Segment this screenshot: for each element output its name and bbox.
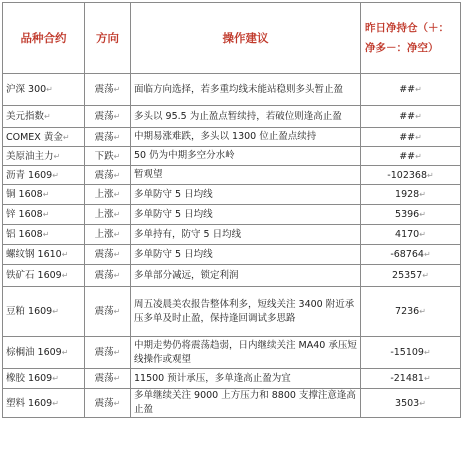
contract-cell-text: 美元指数: [6, 111, 45, 122]
contract-cell: [3, 337, 85, 369]
paragraph-mark-icon: ↵: [415, 112, 422, 121]
advice-cell: [131, 389, 361, 418]
direction-cell-text: 震荡: [94, 347, 114, 358]
paragraph-mark-icon: ↵: [423, 348, 431, 357]
paragraph-mark-icon: ↵: [113, 85, 121, 94]
contract-cell: [3, 74, 85, 106]
paragraph-mark-icon: ↵: [423, 374, 431, 383]
net-position-cell-text: 1928: [395, 189, 420, 200]
paragraph-mark-icon: ↵: [419, 190, 426, 199]
table-row: [3, 106, 461, 128]
direction-cell-text: 上涨: [94, 229, 114, 240]
contract-cell-text: 塑料 1609: [6, 397, 53, 409]
paragraph-mark-icon: ↵: [113, 132, 121, 142]
paragraph-mark-icon: ↵: [113, 271, 121, 280]
paragraph-mark-icon: ↵: [419, 307, 426, 316]
net-position-cell-text: ##: [399, 150, 416, 162]
paragraph-mark-icon: ↵: [419, 398, 426, 408]
paragraph-mark-icon: ↵: [419, 230, 426, 239]
direction-cell: [85, 128, 131, 147]
net-position-cell: [361, 265, 461, 287]
net-position-cell-text: ##: [399, 111, 416, 122]
contract-cell: [3, 185, 85, 205]
direction-cell: [85, 106, 131, 128]
contract-cell-text: 沪深 300: [6, 84, 47, 95]
paragraph-mark-icon: ↵: [42, 210, 50, 219]
contract-cell: [3, 265, 85, 287]
header-advice: 操作建议: [131, 3, 361, 74]
advice-cell: [131, 185, 361, 205]
advice-cell-text: 多单持有，防守 5 日均线: [134, 228, 242, 240]
contract-cell-text: 铁矿石 1609: [6, 270, 62, 281]
advice-cell-text: 11500 预计承压，多单逢高止盈为宜: [134, 372, 291, 384]
net-position-cell-text: ##: [399, 131, 416, 143]
table-row: [3, 185, 461, 205]
direction-cell: [85, 369, 131, 389]
direction-cell: [85, 185, 131, 205]
direction-cell-text: 震荡: [94, 131, 114, 143]
paragraph-mark-icon: ↵: [427, 170, 434, 180]
net-position-cell-text: -21481: [390, 373, 424, 384]
direction-cell: [85, 389, 131, 418]
futures-table: [2, 2, 461, 418]
direction-cell-text: 震荡: [94, 84, 114, 95]
paragraph-mark-icon: ↵: [422, 271, 429, 280]
table-row: [3, 147, 461, 166]
net-position-cell-text: 4170: [395, 229, 420, 240]
paragraph-mark-icon: ↵: [415, 85, 422, 94]
advice-cell-text: 多单部分减远，锁定利润: [134, 269, 239, 281]
net-position-cell-text: ##: [399, 84, 416, 95]
paragraph-mark-icon: ↵: [419, 210, 426, 219]
contract-cell: [3, 225, 85, 245]
advice-cell-text: 多单防守 5 日均线: [134, 208, 213, 220]
paragraph-mark-icon: ↵: [113, 374, 121, 383]
table-row: [3, 225, 461, 245]
table-row: [3, 265, 461, 287]
table-row: [3, 166, 461, 185]
contract-cell-text: 螺纹钢 1610: [6, 249, 62, 260]
paragraph-mark-icon: ↵: [113, 307, 121, 316]
contract-cell-text: 锌 1608: [6, 209, 43, 220]
advice-cell-text: 暂观望: [134, 169, 163, 180]
contract-cell: [3, 166, 85, 185]
paragraph-mark-icon: ↵: [52, 307, 59, 316]
contract-cell: [3, 369, 85, 389]
contract-cell-text: 豆粕 1609: [6, 306, 53, 317]
net-position-cell: [361, 106, 461, 128]
contract-cell: [3, 205, 85, 225]
paragraph-mark-icon: ↵: [42, 230, 50, 239]
paragraph-mark-icon: ↵: [113, 210, 121, 219]
header-direction: 方向: [85, 3, 131, 74]
table-row: [3, 337, 461, 369]
table-row: [3, 245, 461, 265]
contract-cell: [3, 389, 85, 418]
contract-cell: [3, 106, 85, 128]
advice-cell: [131, 205, 361, 225]
direction-cell: [85, 166, 131, 185]
advice-cell-text: 面临方向选择，若多重均线未能站稳则多头暂止盈: [134, 83, 344, 95]
advice-cell: [131, 147, 361, 166]
net-position-cell: [361, 128, 461, 147]
direction-cell-text: 震荡: [94, 249, 114, 260]
net-position-cell-text: -102368: [387, 169, 427, 181]
net-position-cell: [361, 369, 461, 389]
advice-cell-text: 中期走势仍将震荡趋弱，日内继续关注 MA40 承压短线操作或观望: [134, 339, 357, 365]
direction-cell-text: 震荡: [94, 111, 114, 122]
table-row: [3, 369, 461, 389]
advice-cell: [131, 265, 361, 287]
header-net-position: 昨日净持仓（＋：净多－：净空）: [361, 3, 461, 74]
table-header-row: [3, 3, 461, 74]
header-contract: 品种合约: [3, 3, 85, 74]
net-position-cell-text: -15109: [390, 347, 424, 358]
paragraph-mark-icon: ↵: [415, 151, 422, 161]
net-position-cell: [361, 245, 461, 265]
contract-cell-text: 铝 1608: [6, 229, 43, 240]
contract-cell-text: 棕榈油 1609: [6, 347, 62, 358]
paragraph-mark-icon: ↵: [42, 190, 50, 199]
advice-cell: [131, 225, 361, 245]
paragraph-mark-icon: ↵: [61, 348, 69, 357]
direction-cell: [85, 337, 131, 369]
net-position-cell: [361, 166, 461, 185]
direction-cell-text: 震荡: [94, 397, 114, 409]
contract-cell: [3, 287, 85, 337]
net-position-cell: [361, 147, 461, 166]
paragraph-mark-icon: ↵: [113, 112, 121, 121]
direction-cell-text: 震荡: [94, 373, 114, 384]
net-position-cell: [361, 74, 461, 106]
paragraph-mark-icon: ↵: [113, 230, 121, 239]
net-position-cell: [361, 337, 461, 369]
paragraph-mark-icon: ↵: [113, 250, 121, 259]
net-position-cell: [361, 185, 461, 205]
advice-cell: [131, 369, 361, 389]
table-row: [3, 205, 461, 225]
direction-cell: [85, 265, 131, 287]
net-position-cell-text: 7236: [395, 306, 420, 317]
advice-cell-text: 多单防守 5 日均线: [134, 188, 213, 200]
advice-cell-text: 多单防守 5 日均线: [134, 248, 213, 260]
contract-cell-text: 沥青 1609: [6, 169, 53, 181]
advice-cell-text: 周五凌晨美农报告整体利多，短线关注 3400 附近承压多单及时止盈，保持逢回调试多思路: [134, 298, 355, 324]
paragraph-mark-icon: ↵: [423, 250, 431, 259]
net-position-cell-text: -68764: [390, 249, 424, 260]
contract-cell: [3, 128, 85, 147]
paragraph-mark-icon: ↵: [62, 132, 70, 142]
advice-cell-text: 多头以 95.5 为止盈点暂续持，若破位则逢高止盈: [134, 110, 342, 122]
paragraph-mark-icon: ↵: [46, 85, 53, 94]
net-position-cell: [361, 205, 461, 225]
contract-cell-text: 美原油主力: [6, 150, 54, 162]
net-position-cell: [361, 287, 461, 337]
direction-cell: [85, 205, 131, 225]
contract-cell-text: COMEX 黄金: [6, 131, 63, 143]
paragraph-mark-icon: ↵: [113, 348, 121, 357]
paragraph-mark-icon: ↵: [52, 170, 59, 180]
table-row: [3, 389, 461, 418]
direction-cell-text: 震荡: [94, 270, 114, 281]
direction-cell: [85, 74, 131, 106]
direction-cell-text: 下跌: [94, 150, 114, 162]
direction-cell: [85, 287, 131, 337]
paragraph-mark-icon: ↵: [113, 190, 121, 199]
paragraph-mark-icon: ↵: [415, 132, 422, 142]
advice-cell: [131, 166, 361, 185]
direction-cell: [85, 245, 131, 265]
paragraph-mark-icon: ↵: [53, 151, 61, 161]
contract-cell-text: 铜 1608: [6, 189, 43, 200]
contract-cell-text: 橡胶 1609: [6, 373, 53, 384]
net-position-cell: [361, 389, 461, 418]
advice-cell: [131, 337, 361, 369]
direction-cell: [85, 147, 131, 166]
net-position-cell: [361, 225, 461, 245]
advice-cell: [131, 106, 361, 128]
advice-cell: [131, 128, 361, 147]
table-row: [3, 128, 461, 147]
direction-cell: [85, 225, 131, 245]
paragraph-mark-icon: ↵: [52, 398, 59, 408]
advice-cell: [131, 287, 361, 337]
table-body: [3, 74, 461, 418]
net-position-cell-text: 3503: [395, 397, 420, 409]
net-position-cell-text: 25357: [392, 270, 423, 281]
table-row: [3, 74, 461, 106]
direction-cell-text: 上涨: [94, 209, 114, 220]
paragraph-mark-icon: ↵: [113, 398, 121, 408]
contract-cell: [3, 147, 85, 166]
direction-cell-text: 震荡: [94, 169, 114, 181]
advice-cell-text: 多单继续关注 9000 上方压力和 8800 支撑注意逢高止盈: [134, 390, 356, 415]
paragraph-mark-icon: ↵: [113, 170, 121, 180]
advice-cell-text: 50 仍为中期多空分水岭: [134, 150, 235, 161]
paragraph-mark-icon: ↵: [44, 112, 51, 121]
direction-cell-text: 上涨: [94, 189, 114, 200]
paragraph-mark-icon: ↵: [61, 250, 69, 259]
advice-cell: [131, 74, 361, 106]
paragraph-mark-icon: ↵: [52, 374, 59, 383]
table-row: [3, 287, 461, 337]
advice-cell: [131, 245, 361, 265]
net-position-cell-text: 5396: [395, 209, 420, 220]
paragraph-mark-icon: ↵: [113, 151, 121, 161]
paragraph-mark-icon: ↵: [61, 271, 69, 280]
advice-cell-text: 中期易涨难跌，多头以 1300 位止盈点续持: [134, 131, 317, 142]
direction-cell-text: 震荡: [94, 306, 114, 317]
contract-cell: [3, 245, 85, 265]
